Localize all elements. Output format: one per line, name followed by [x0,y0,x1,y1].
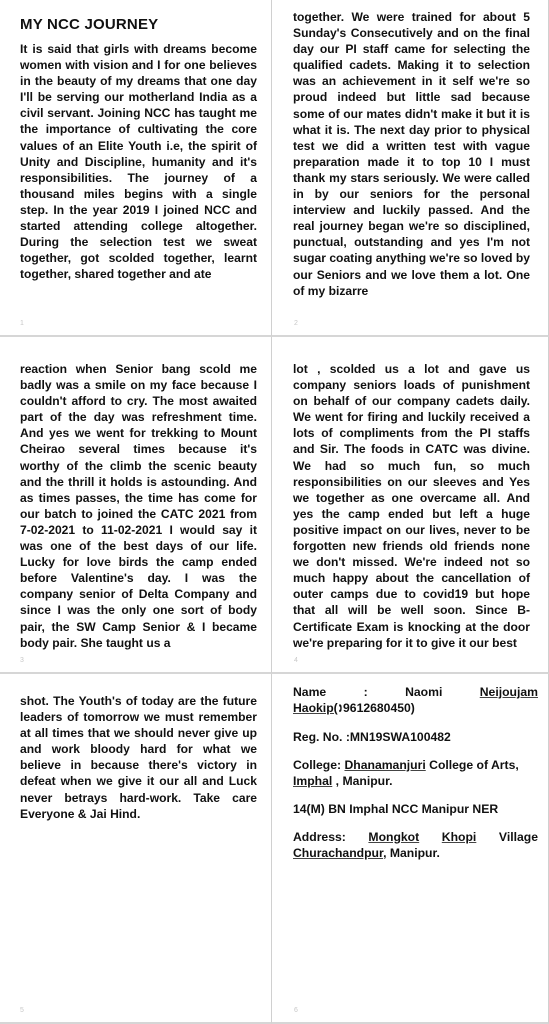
phone-number: 9612680450) [343,701,415,715]
college-label: College: [293,758,342,772]
page-title: MY NCC JOURNEY [20,16,159,33]
name-detail [293,684,538,717]
last-name: Neijoujam [479,685,538,699]
page-number: 2 [294,320,298,327]
college-detail [293,757,538,789]
page-5-text: shot. The Youth's of today are the future leaders of tomorrow we must remember at all times that we should never give up and work bloody hard for what we believe in because there's victory in defeat when we give it our all and Luck never betrays hard-work. Take care Everyone & Jai Hind. [20,694,257,821]
page-3 [0,337,272,674]
first-name: Naomi [405,685,443,699]
page-number: 3 [20,657,24,664]
page-4-text: lot , scolded us a lot and gave us company seniors loads of punishment on behalf of our company cadets daily. We went for firing and luckily received a lots of compliments from the PI staffs and Sir. The foods in CATC was divine. We had so much fun, so much responsibilities on our sleeves and Yes we together as one overcame all. And yes the camp ended but left a huge positive impact on our lives, never to be forgotten new friends old friends none we don't missed. We're indeed not so much happy about the cancellation of outer camps due to covid19 but hope that all will be well soon. Since B-Certificate Exam is knocking at the door we're preparing for it to give it our best [293,362,530,650]
address-locality: Mongkot [368,830,420,844]
college-state: , Manipur. [332,774,393,788]
address-label: Address: [293,830,346,844]
page-6 [272,674,549,1024]
address-state: , Manipur. [383,846,440,860]
name-label: Name [293,685,327,699]
college-name-part: Dhanamanjuri [344,758,426,772]
page-number: 5 [20,1007,24,1014]
page-number: 6 [294,1007,298,1014]
page-5 [0,674,272,1024]
unit-detail: 14(M) BN Imphal NCC Manipur NER [293,802,499,816]
page-number: 1 [20,320,24,327]
page-4 [272,337,549,674]
page-1-text: It is said that girls with dreams become women with vision and I for one believes in the beauty of my dreams that one day I'll be serving our motherland India as a civil servant. Joining NCC has taught me the importance of cultivating the core values of an Elite Youth i.e, the spirit of Unity and Discipline, humanity and it's responsibilities. The journey of a thousand miles begins with a single step. In the year 2019 I joined NCC and started attending college altogether. During the selection test we sweat together, got scolded together, learnt together, shared together and ate [20,42,257,282]
page-1 [0,0,272,337]
page-number: 4 [294,657,298,664]
page-2-text: together. We were trained for about 5 Sunday's Consecutively and on the final day our PI staff came for selecting the qualified cadets. Making it to selection was an achievement in it self we're so proud indeed but little sad because some of our mates didn't make it but it is what it is. The next day prior to physical test we did a written test with vague preparation made it to top 10 I must thank my stars seriously. We were called in by our seniors for the personal interview and luckily passed. And the real journey began we're so disciplined, punctual, outstanding and yes I'm not sugar coating anything we're so loved by our Seniors and we love them a lot. One of my bizarre [293,10,530,298]
page-3-text: reaction when Senior bang scold me badly was a smile on my face because I couldn't afford to cry. The most awaited part of the day was refreshment time. And yes we went for trekking to Mount Cheirao several times because it's worthy of the climb the scenic beauty and the thrill it holds is astounding. And as times passes, the time has come for our batch to joined the CATC 2021 from 7-02-2021 to 11-02-2021 I would say it was one of the best days of our life. Lucky for love birds the camp ended before Valentine's day. I was the company senior of Delta Company and since I was the only one sort of body pair, the SW Camp Senior & I became body pair. She taught us a [20,362,257,650]
name-separator: : [363,685,368,699]
page-2 [272,0,549,337]
surname: Haokip( [293,701,338,715]
address-area: Khopi [441,830,477,844]
college-city: Imphal [293,774,333,788]
address-detail [293,829,538,861]
phone-icon: 🕽 [338,703,343,715]
college-name-rest: College of Arts, [425,758,519,772]
address-district: Churachandpur [293,846,384,860]
address-village: Village [498,830,538,844]
cadet-details [293,684,538,861]
registration-number: Reg. No. :MN19SWA100482 [293,730,451,744]
